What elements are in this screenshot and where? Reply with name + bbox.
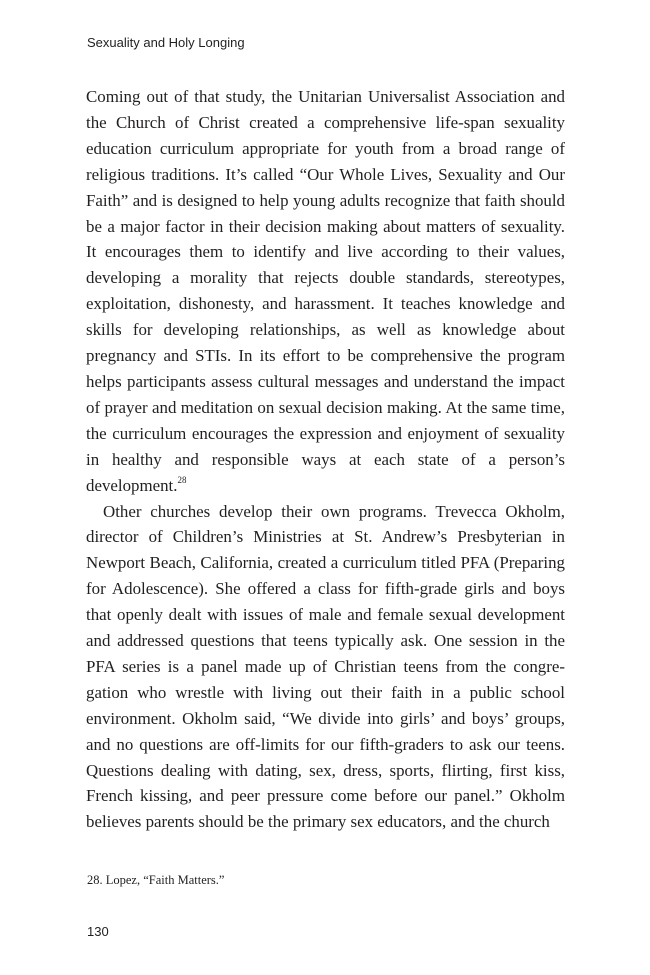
- page-number: 130: [87, 924, 109, 939]
- body-text: [86, 84, 565, 835]
- paragraph-2: Other churches develop their own programs. Trevecca Okholm, director of Children’s Ministries at St. Andrew’s Presbyterian in Newport Beach, California, created a curriculum titled PFA (Preparing for Adolescence). She offered a class for fifth-grade girls and boys that openly dealt with issues of male and female sexual development and addressed questions that teens typically ask. One session in the PFA series is a panel made up of Christian teens from the congregation who wrestle with living out their faith in a public school environment. Okholm said, “We divide into girls’ and boys’ groups, and no questions are off-limits for our fifth-graders to ask our teens. Questions dealing with dating, sex, dress, sports, flirting, first kiss, French kissing, and peer pressure come before our panel.” Okholm believes parents should be the primary sex educators, and the church: [86, 501, 565, 832]
- footnote: 28. Lopez, “Faith Matters.”: [87, 873, 225, 887]
- paragraph-1-text: Coming out of that study, the Unitarian Universalist Association and the Church of Christ created a comprehensive life-span sexuality education curriculum appropriate for youth from a broad range of religious traditions. It’s called “Our Whole Lives, Sexuality and Our Faith” and is designed to help young adults recognize that faith should be a major factor in their decision making about matters of sexuality. It encourages them to identify and live according to their values, developing a morality that rejects double standards, stereotypes, exploitation, dishonesty, and harassment. It teaches knowledge and skills for developing relationships, as well as knowledge about pregnancy and STIs. In its effort to be comprehensive the program helps participants assess cultural messages and understand the impact of prayer and meditation on sexual decision making. At the same time, the curriculum encourages the expression and enjoyment of sexuality in healthy and responsible ways at each state of a person’s development.: [86, 87, 565, 495]
- footnote-reference: 28: [177, 474, 187, 485]
- running-head: Sexuality and Holy Longing: [87, 35, 245, 50]
- paragraph-1: [86, 84, 565, 499]
